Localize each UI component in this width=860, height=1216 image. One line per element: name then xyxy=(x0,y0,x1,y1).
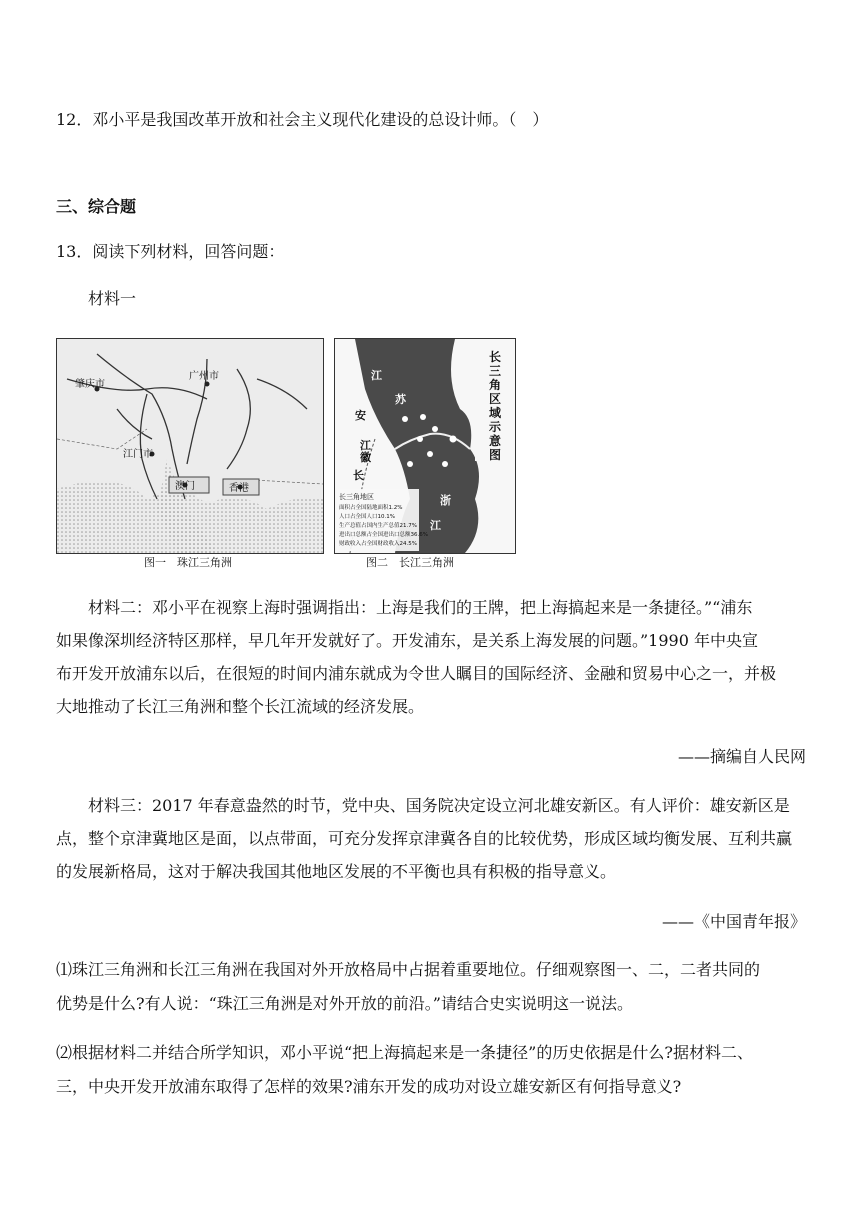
map1-label-city3: 江门市 xyxy=(123,449,153,460)
material-2-line-3: 布开发开放浦东以后，在很短的时间内浦东就成为令世人瞩目的国际经济、金融和贸易中心之一，并极 xyxy=(56,664,777,683)
material-3-line-1: 材料三：2017 年春意盎然的时节，党中央、国务院决定设立河北雄安新区。有人评价：雄安新区是 xyxy=(88,796,790,815)
map1-label-city2: 广州市 xyxy=(189,371,219,382)
map2-info-title: 长三角地区 xyxy=(339,493,374,501)
map2-label-prov1: 江 xyxy=(371,369,382,382)
yangtze-river-map-graphic xyxy=(335,339,515,553)
material-1-label: 材料一 xyxy=(88,289,137,308)
map2-info-2: 人口占全国人口10.1% xyxy=(339,514,395,520)
map2-title-ch8: 图 xyxy=(489,448,502,462)
material-2-line-2: 如果像深圳经济特区那样，早几年开发就好了。开发浦东，是关系上海发展的问题。”1990 年中央宣 xyxy=(56,631,758,650)
figure-2-caption: 图二 长江三角洲 xyxy=(366,556,454,569)
subquestion-2-line-1: ⑵根据材料二并结合所学知识，邓小平说“把上海搞起来是一条捷径”的历史依据是什么?据材料二、 xyxy=(56,1043,753,1062)
subquestion-2-line-2: 三，中央开发开放浦东取得了怎样的效果?浦东开发的成功对设立雄安新区有何指导意义? xyxy=(56,1077,682,1096)
subquestion-1-line-1: ⑴珠江三角洲和长江三角洲在我国对外开放格局中占据着重要地位。仔细观察图一、二，二者共同的 xyxy=(56,960,761,979)
map-yangtze-river-delta xyxy=(334,338,516,554)
map2-title-ch6: 示 xyxy=(489,420,502,434)
figure-1-caption: 图一 珠江三角洲 xyxy=(144,556,232,569)
subquestion-1-line-2: 优势是什么?有人说：“珠江三角洲是对外开放的前沿。”请结合史实说明这一说法。 xyxy=(56,994,633,1013)
question-12: 12．邓小平是我国改革开放和社会主义现代化建设的总设计师。（ ） xyxy=(56,110,549,129)
map2-info-4: 进出口总额占全国进出口总额36.6% xyxy=(339,532,428,538)
material-3-line-2: 点，整个京津冀地区是面，以点带面，可充分发挥京津冀各自的比较优势，形成区域均衡发展、互利共赢 xyxy=(56,829,793,848)
map-pearl-river-delta xyxy=(56,338,324,554)
map2-label-prov4: 徽 xyxy=(360,451,371,464)
map2-info-1: 面积占全国陆地面积1.2% xyxy=(339,505,403,511)
map2-title-ch7: 意 xyxy=(489,434,502,448)
map1-label-city1: 肇庆市 xyxy=(75,379,105,390)
material-2-line-1: 材料二：邓小平在视察上海时强调指出：上海是我们的王牌，把上海搞起来是一条捷径。”“浦东 xyxy=(88,598,753,617)
map2-info-5: 财政收入占全国财政收入24.5% xyxy=(339,541,417,547)
material-2-line-4: 大地推动了长江三角洲和整个长江流域的经济发展。 xyxy=(56,697,425,716)
map2-label-prov6: 长 xyxy=(353,469,364,482)
map2-title-ch2: 三 xyxy=(489,364,502,378)
map2-title-ch4: 区 xyxy=(489,392,502,406)
material-3-source: ——《中国青年报》 xyxy=(661,912,806,931)
section-heading: 三、综合题 xyxy=(56,197,137,216)
pearl-river-map-graphic xyxy=(57,339,323,553)
material-1-maps xyxy=(56,338,514,574)
map2-label-prov8: 江 xyxy=(430,519,441,532)
map2-title-ch1: 长 xyxy=(489,350,502,364)
map2-label-prov7: 浙 xyxy=(440,494,451,507)
map2-label-prov2: 苏 xyxy=(395,393,406,406)
map2-title-ch3: 角 xyxy=(489,378,502,392)
map2-label-prov3: 安 xyxy=(355,409,366,422)
question-13: 13．阅读下列材料，回答问题： xyxy=(56,242,285,261)
map1-label-city5: 香港 xyxy=(229,483,249,494)
map2-label-prov5: 江 xyxy=(360,439,371,452)
map2-info-3: 生产总值占国内生产总值21.7% xyxy=(339,523,417,529)
material-3-line-3: 的发展新格局，这对于解决我国其他地区发展的不平衡也具有积极的指导意义。 xyxy=(56,862,617,881)
map2-title-ch5: 域 xyxy=(489,406,502,420)
material-2-source: ——摘编自人民网 xyxy=(677,747,806,766)
map1-label-city4: 澳门 xyxy=(175,481,195,492)
